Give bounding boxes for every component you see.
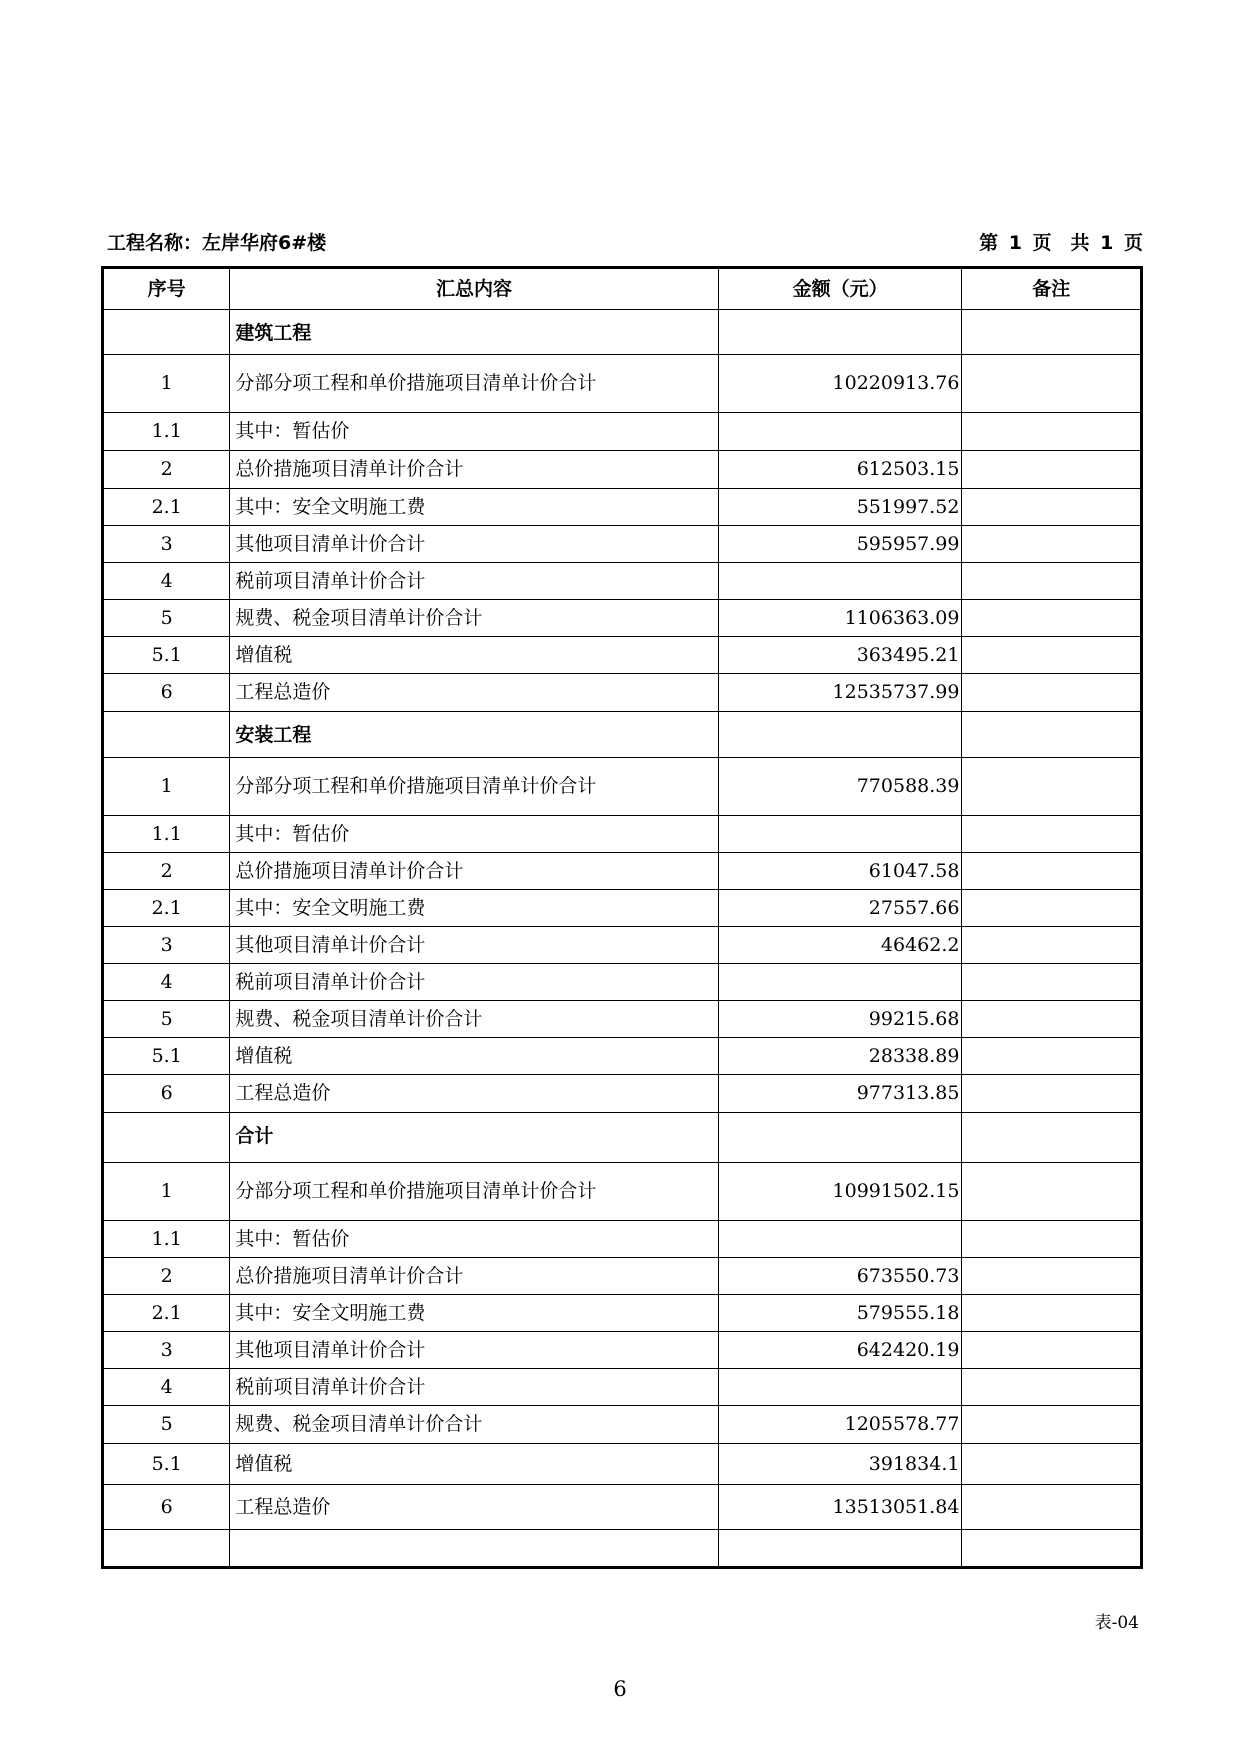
row-no: 1.1 bbox=[103, 816, 230, 853]
table-row bbox=[103, 563, 1142, 600]
row-amount: 28338.89 bbox=[718, 1038, 962, 1075]
row-content: 其他项目清单计价合计 bbox=[230, 526, 718, 563]
table-row bbox=[103, 451, 1142, 489]
row-content: 税前项目清单计价合计 bbox=[230, 964, 718, 1001]
section-remark-cell bbox=[962, 310, 1142, 355]
row-amount: 770588.39 bbox=[718, 758, 962, 816]
row-content: 规费、税金项目清单计价合计 bbox=[230, 1406, 718, 1444]
table-row bbox=[103, 1295, 1142, 1332]
empty-row bbox=[103, 1530, 1142, 1568]
section-remark-cell bbox=[962, 712, 1142, 758]
section-title: 合计 bbox=[230, 1113, 718, 1163]
section-row bbox=[103, 310, 1142, 355]
table-row bbox=[103, 413, 1142, 451]
row-amount bbox=[718, 1369, 962, 1406]
row-no: 6 bbox=[103, 674, 230, 712]
section-amount-cell bbox=[718, 712, 962, 758]
row-content: 分部分项工程和单价措施项目清单计价合计 bbox=[230, 1163, 718, 1221]
row-remark bbox=[962, 816, 1142, 853]
document-header bbox=[107, 228, 1143, 258]
row-content: 总价措施项目清单计价合计 bbox=[230, 853, 718, 890]
table-row bbox=[103, 1221, 1142, 1258]
row-no: 2 bbox=[103, 1258, 230, 1295]
row-no: 5.1 bbox=[103, 1038, 230, 1075]
row-no: 4 bbox=[103, 1369, 230, 1406]
row-no: 2 bbox=[103, 451, 230, 489]
summary-table-wrapper bbox=[101, 266, 1143, 1569]
row-amount bbox=[718, 1221, 962, 1258]
page-info: 第 1 页 共 1 页 bbox=[979, 232, 1143, 254]
row-remark bbox=[962, 964, 1142, 1001]
row-remark bbox=[962, 890, 1142, 927]
row-no: 3 bbox=[103, 1332, 230, 1369]
col-header-content: 汇总内容 bbox=[230, 268, 718, 310]
row-remark bbox=[962, 563, 1142, 600]
section-row bbox=[103, 1113, 1142, 1163]
row-amount bbox=[718, 563, 962, 600]
row-amount: 46462.2 bbox=[718, 927, 962, 964]
project-name: 工程名称：左岸华府6#楼 bbox=[107, 232, 327, 254]
table-body bbox=[103, 310, 1142, 1568]
row-content: 工程总造价 bbox=[230, 674, 718, 712]
section-amount-cell bbox=[718, 310, 962, 355]
section-no-cell bbox=[103, 712, 230, 758]
table-row bbox=[103, 600, 1142, 637]
row-content: 其中：安全文明施工费 bbox=[230, 890, 718, 927]
row-amount: 551997.52 bbox=[718, 489, 962, 526]
row-content: 增值税 bbox=[230, 637, 718, 674]
section-title: 安装工程 bbox=[230, 712, 718, 758]
table-row bbox=[103, 816, 1142, 853]
table-row bbox=[103, 1332, 1142, 1369]
row-content: 工程总造价 bbox=[230, 1485, 718, 1530]
row-amount: 391834.1 bbox=[718, 1444, 962, 1485]
table-row bbox=[103, 1406, 1142, 1444]
row-no: 5 bbox=[103, 1406, 230, 1444]
empty-cell bbox=[230, 1530, 718, 1568]
row-no: 4 bbox=[103, 964, 230, 1001]
row-remark bbox=[962, 1001, 1142, 1038]
row-content: 工程总造价 bbox=[230, 1075, 718, 1113]
row-remark bbox=[962, 1295, 1142, 1332]
row-content: 分部分项工程和单价措施项目清单计价合计 bbox=[230, 355, 718, 413]
section-row bbox=[103, 712, 1142, 758]
section-remark-cell bbox=[962, 1113, 1142, 1163]
row-no: 5 bbox=[103, 1001, 230, 1038]
row-content: 税前项目清单计价合计 bbox=[230, 1369, 718, 1406]
row-remark bbox=[962, 758, 1142, 816]
row-no: 5.1 bbox=[103, 637, 230, 674]
row-remark bbox=[962, 355, 1142, 413]
row-amount: 1205578.77 bbox=[718, 1406, 962, 1444]
row-amount: 13513051.84 bbox=[718, 1485, 962, 1530]
row-no: 3 bbox=[103, 927, 230, 964]
table-row bbox=[103, 890, 1142, 927]
row-remark bbox=[962, 927, 1142, 964]
table-row bbox=[103, 1038, 1142, 1075]
row-remark bbox=[962, 1258, 1142, 1295]
row-content: 分部分项工程和单价措施项目清单计价合计 bbox=[230, 758, 718, 816]
row-remark bbox=[962, 1221, 1142, 1258]
table-row bbox=[103, 1369, 1142, 1406]
section-no-cell bbox=[103, 1113, 230, 1163]
table-code: 表-04 bbox=[1094, 1613, 1139, 1633]
table-row bbox=[103, 1075, 1142, 1113]
row-no: 2.1 bbox=[103, 890, 230, 927]
row-remark bbox=[962, 451, 1142, 489]
row-amount: 61047.58 bbox=[718, 853, 962, 890]
row-content: 其中：暂估价 bbox=[230, 1221, 718, 1258]
section-title: 建筑工程 bbox=[230, 310, 718, 355]
row-no: 6 bbox=[103, 1485, 230, 1530]
row-no: 1 bbox=[103, 1163, 230, 1221]
row-no: 5 bbox=[103, 600, 230, 637]
table-row bbox=[103, 1258, 1142, 1295]
row-amount: 642420.19 bbox=[718, 1332, 962, 1369]
table-row bbox=[103, 674, 1142, 712]
row-remark bbox=[962, 1163, 1142, 1221]
section-no-cell bbox=[103, 310, 230, 355]
row-content: 总价措施项目清单计价合计 bbox=[230, 451, 718, 489]
row-remark bbox=[962, 1485, 1142, 1530]
row-no: 2 bbox=[103, 853, 230, 890]
col-header-amount: 金额（元） bbox=[718, 268, 962, 310]
table-row bbox=[103, 526, 1142, 563]
row-remark bbox=[962, 853, 1142, 890]
row-remark bbox=[962, 526, 1142, 563]
row-content: 其他项目清单计价合计 bbox=[230, 927, 718, 964]
row-remark bbox=[962, 1332, 1142, 1369]
row-amount: 10220913.76 bbox=[718, 355, 962, 413]
row-amount: 1106363.09 bbox=[718, 600, 962, 637]
row-amount: 27557.66 bbox=[718, 890, 962, 927]
row-no: 2.1 bbox=[103, 489, 230, 526]
table-row bbox=[103, 637, 1142, 674]
row-amount bbox=[718, 413, 962, 451]
row-amount bbox=[718, 964, 962, 1001]
row-remark bbox=[962, 1444, 1142, 1485]
section-amount-cell bbox=[718, 1113, 962, 1163]
row-amount: 363495.21 bbox=[718, 637, 962, 674]
row-amount: 595957.99 bbox=[718, 526, 962, 563]
table-row bbox=[103, 355, 1142, 413]
row-no: 2.1 bbox=[103, 1295, 230, 1332]
row-remark bbox=[962, 1038, 1142, 1075]
row-remark bbox=[962, 600, 1142, 637]
row-content: 其中：暂估价 bbox=[230, 413, 718, 451]
row-no: 1 bbox=[103, 758, 230, 816]
row-content: 规费、税金项目清单计价合计 bbox=[230, 1001, 718, 1038]
table-row bbox=[103, 1485, 1142, 1530]
row-content: 总价措施项目清单计价合计 bbox=[230, 1258, 718, 1295]
table-row bbox=[103, 927, 1142, 964]
row-amount: 12535737.99 bbox=[718, 674, 962, 712]
empty-cell bbox=[718, 1530, 962, 1568]
row-content: 规费、税金项目清单计价合计 bbox=[230, 600, 718, 637]
row-remark bbox=[962, 1406, 1142, 1444]
row-content: 其中：安全文明施工费 bbox=[230, 1295, 718, 1332]
row-remark bbox=[962, 1075, 1142, 1113]
row-remark bbox=[962, 674, 1142, 712]
table-row bbox=[103, 489, 1142, 526]
row-content: 其中：安全文明施工费 bbox=[230, 489, 718, 526]
row-amount bbox=[718, 816, 962, 853]
row-content: 其他项目清单计价合计 bbox=[230, 1332, 718, 1369]
page-number: 6 bbox=[613, 1677, 627, 1701]
table-row bbox=[103, 1001, 1142, 1038]
empty-cell bbox=[103, 1530, 230, 1568]
row-content: 税前项目清单计价合计 bbox=[230, 563, 718, 600]
col-header-remark: 备注 bbox=[962, 268, 1142, 310]
row-amount: 10991502.15 bbox=[718, 1163, 962, 1221]
row-content: 增值税 bbox=[230, 1038, 718, 1075]
row-amount: 579555.18 bbox=[718, 1295, 962, 1332]
row-no: 4 bbox=[103, 563, 230, 600]
table-row bbox=[103, 964, 1142, 1001]
empty-cell bbox=[962, 1530, 1142, 1568]
row-content: 增值税 bbox=[230, 1444, 718, 1485]
row-content: 其中：暂估价 bbox=[230, 816, 718, 853]
row-no: 1.1 bbox=[103, 1221, 230, 1258]
row-remark bbox=[962, 1369, 1142, 1406]
table-row bbox=[103, 1444, 1142, 1485]
table-row bbox=[103, 758, 1142, 816]
summary-table bbox=[101, 266, 1143, 1569]
row-remark bbox=[962, 413, 1142, 451]
row-no: 1.1 bbox=[103, 413, 230, 451]
row-amount: 612503.15 bbox=[718, 451, 962, 489]
table-row bbox=[103, 1163, 1142, 1221]
row-remark bbox=[962, 637, 1142, 674]
row-no: 3 bbox=[103, 526, 230, 563]
row-remark bbox=[962, 489, 1142, 526]
table-row bbox=[103, 853, 1142, 890]
row-amount: 673550.73 bbox=[718, 1258, 962, 1295]
row-no: 5.1 bbox=[103, 1444, 230, 1485]
col-header-no: 序号 bbox=[103, 268, 230, 310]
row-amount: 977313.85 bbox=[718, 1075, 962, 1113]
row-amount: 99215.68 bbox=[718, 1001, 962, 1038]
row-no: 6 bbox=[103, 1075, 230, 1113]
row-no: 1 bbox=[103, 355, 230, 413]
table-header-row bbox=[103, 268, 1142, 310]
